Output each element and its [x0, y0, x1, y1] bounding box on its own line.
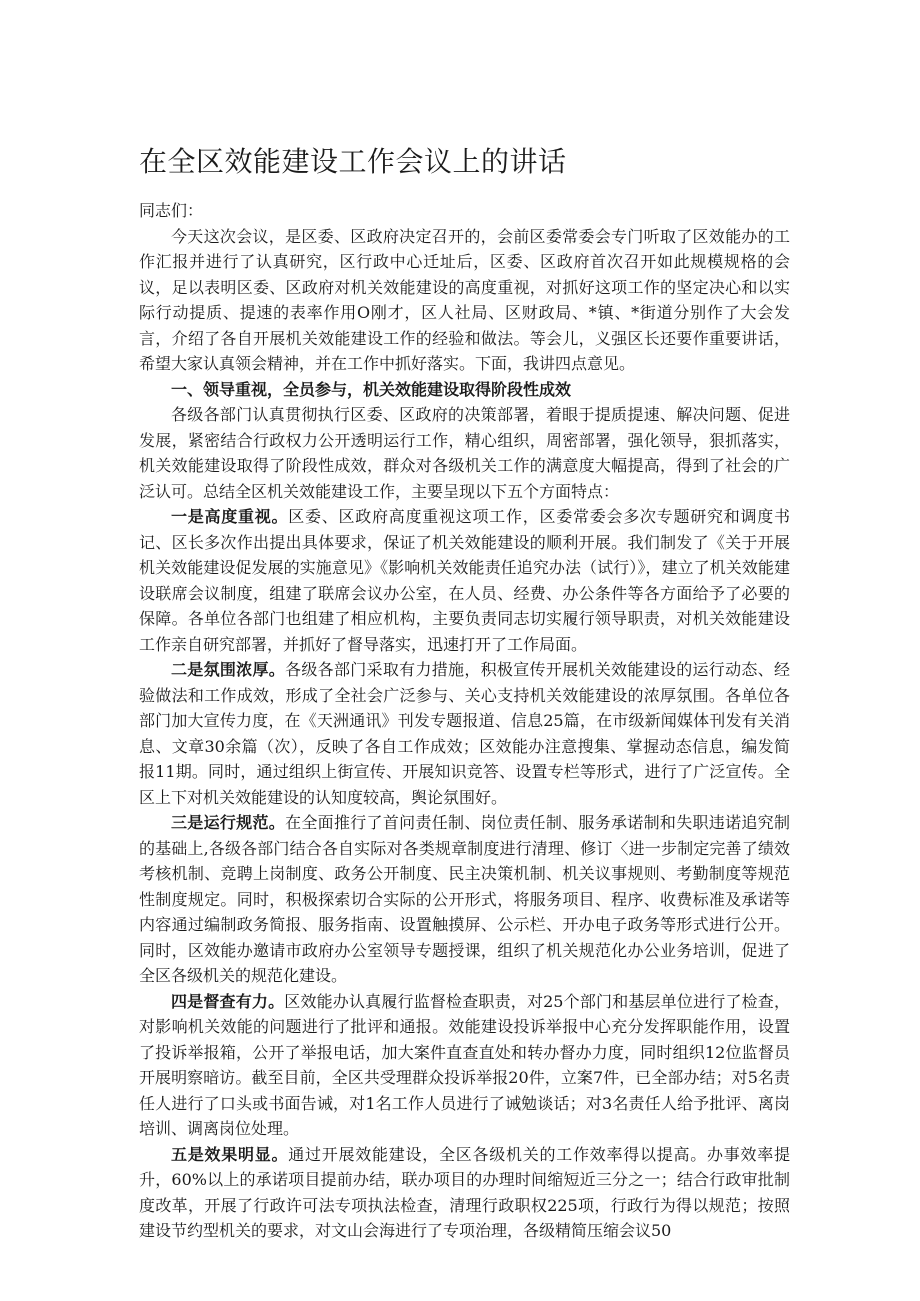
document-title: 在全区效能建设工作会议上的讲话 — [139, 145, 567, 178]
point-lead: 五是效果明显。 — [171, 1144, 289, 1164]
section-intro-paragraph: 各级各部门认真贯彻执行区委、区政府的决策部署，着眼于提质提速、解决问题、促进发展，紧密结合行政权力公开透明运行工作，精心组织，周密部署，强化领导，狠抓落实，机关效能建设取得了阶段性成效，群众对各级机关工作的满意度大幅提高，得到了社会的广泛认可。总结全区机关效能建设工作，主要呈现以下五个方面特点： — [139, 405, 790, 501]
point-lead: 四是督查有力。 — [171, 991, 285, 1011]
point-paragraph-5 — [139, 1142, 790, 1244]
point-paragraph-4 — [139, 989, 790, 1142]
point-lead: 二是氛围浓厚。 — [171, 660, 286, 679]
point-paragraph-1 — [139, 504, 790, 657]
point-lead: 一是高度重视。 — [171, 507, 289, 526]
point-text: 区委、区政府高度重视这项工作，区委常委会多次专题研究和调度书记、区长多次作出提出具体要求，保证了机关效能建设的顺利开展。我们制发了《关于开展机关效能建设促发展的实施意见》《影响机关效能责任追究办法（试行）》，建立了机关效能建设联席会议制度，组建了联席会议办公室，在人员、经费、办公条件等各方面给予了必要的保障。各单位各部门也组建了相应机构，主要负责同志切实履行领导职责，对机关效能建设工作亲自研究部署，并抓好了督导落实，迅速打开了工作局面。 — [139, 507, 790, 654]
point-text: 在全面推行了首问责任制、岗位责任制、服务承诺制和失职违诺追究制的基础上,各级各部门结合各自实际对各类规章制度进行清理、修订〈进一步制定完善了绩效考核机制、竞聘上岗制度、政务公开制度、民主决策机制、机关议事规则、考勤制度等规范性制度规定。同时，积极探索切合实际的公开形式，将服务项目、程序、收费标准及承诺等内容通过编制政务简报、服务指南、设置触摸屏、公示栏、开办电子政务等形式进行公开。同时，区效能办邀请市政府办公室领导专题授课，组织了机关规范化办公业务培训，促进了全区各级机关的规范化建设。 — [139, 813, 790, 985]
point-lead: 三是运行规范。 — [171, 813, 286, 832]
point-text: 通过开展效能建设，全区各级机关的工作效率得以提高。办事效率提升，60%以上的承诺项目提前办结，联办项目的办理时间缩短近三分之一；结合行政审批制度改革，开展了行政许可法专项执法检查，清理行政职权225项，行政行为得以规范；按照建设节约型机关的要求，对文山会海进行了专项治理，各级精简压缩会议50 — [139, 1144, 790, 1240]
point-paragraph-3 — [139, 810, 790, 989]
point-paragraph-2 — [139, 657, 790, 810]
section-heading: 一、领导重视，全员参与，机关效能建设取得阶段性成效 — [171, 379, 572, 399]
point-text: 区效能办认真履行监督检查职责，对25个部门和基层单位进行了检查，对影响机关效能的问题进行了批评和通报。效能建设投诉举报中心充分发挥职能作用，设置了投诉举报箱，公开了举报电话，加大案件直查直处和转办督办力度，同时组织12位监督员开展明察暗访。截至目前，全区共受理群众投诉举报20件，立案7件，已全部办结；对5名责任人进行了口头或书面告诫，对1名工作人员进行了诫勉谈话；对3名责任人给予批评、离岗培训、调离岗位处理。 — [139, 991, 790, 1138]
point-text: 各级各部门采取有力措施，积极宣传开展机关效能建设的运行动态、经验做法和工作成效，形成了全社会广泛参与、关心支持机关效能建设的浓厚氛围。各单位各部门加大宣传力度，在《天洲通讯》刊发专题报道、信息25篇，在市级新闻媒体刊发有关消息、文章30余篇（次），反映了各自工作成效；区效能办注意搜集、掌握动态信息，编发简报11期。同时，通过组织上街宣传、开展知识竞答、设置专栏等形式，进行了广泛宣传。全区上下对机关效能建设的认知度较高，舆论氛围好。 — [139, 660, 790, 807]
salutation: 同志们： — [139, 201, 204, 220]
intro-paragraph: 今天这次会议，是区委、区政府决定召开的，会前区委常委会专门听取了区效能办的工作汇报并进行了认真研究，区行政中心迁址后，区委、区政府首次召开如此规模规格的会议，足以表明区委、区政府对机关效能建设的高度重视，对抓好这项工作的坚定决心和以实际行动提质、提速的表率作用O刚才，区人社局、区财政局、*镇、*街道分别作了大会发言，介绍了各自开展机关效能建设工作的经验和做法。等会儿，义强区长还要作重要讲话，希望大家认真领会精神，并在工作中抓好落实。下面，我讲四点意见。 — [139, 226, 790, 373]
